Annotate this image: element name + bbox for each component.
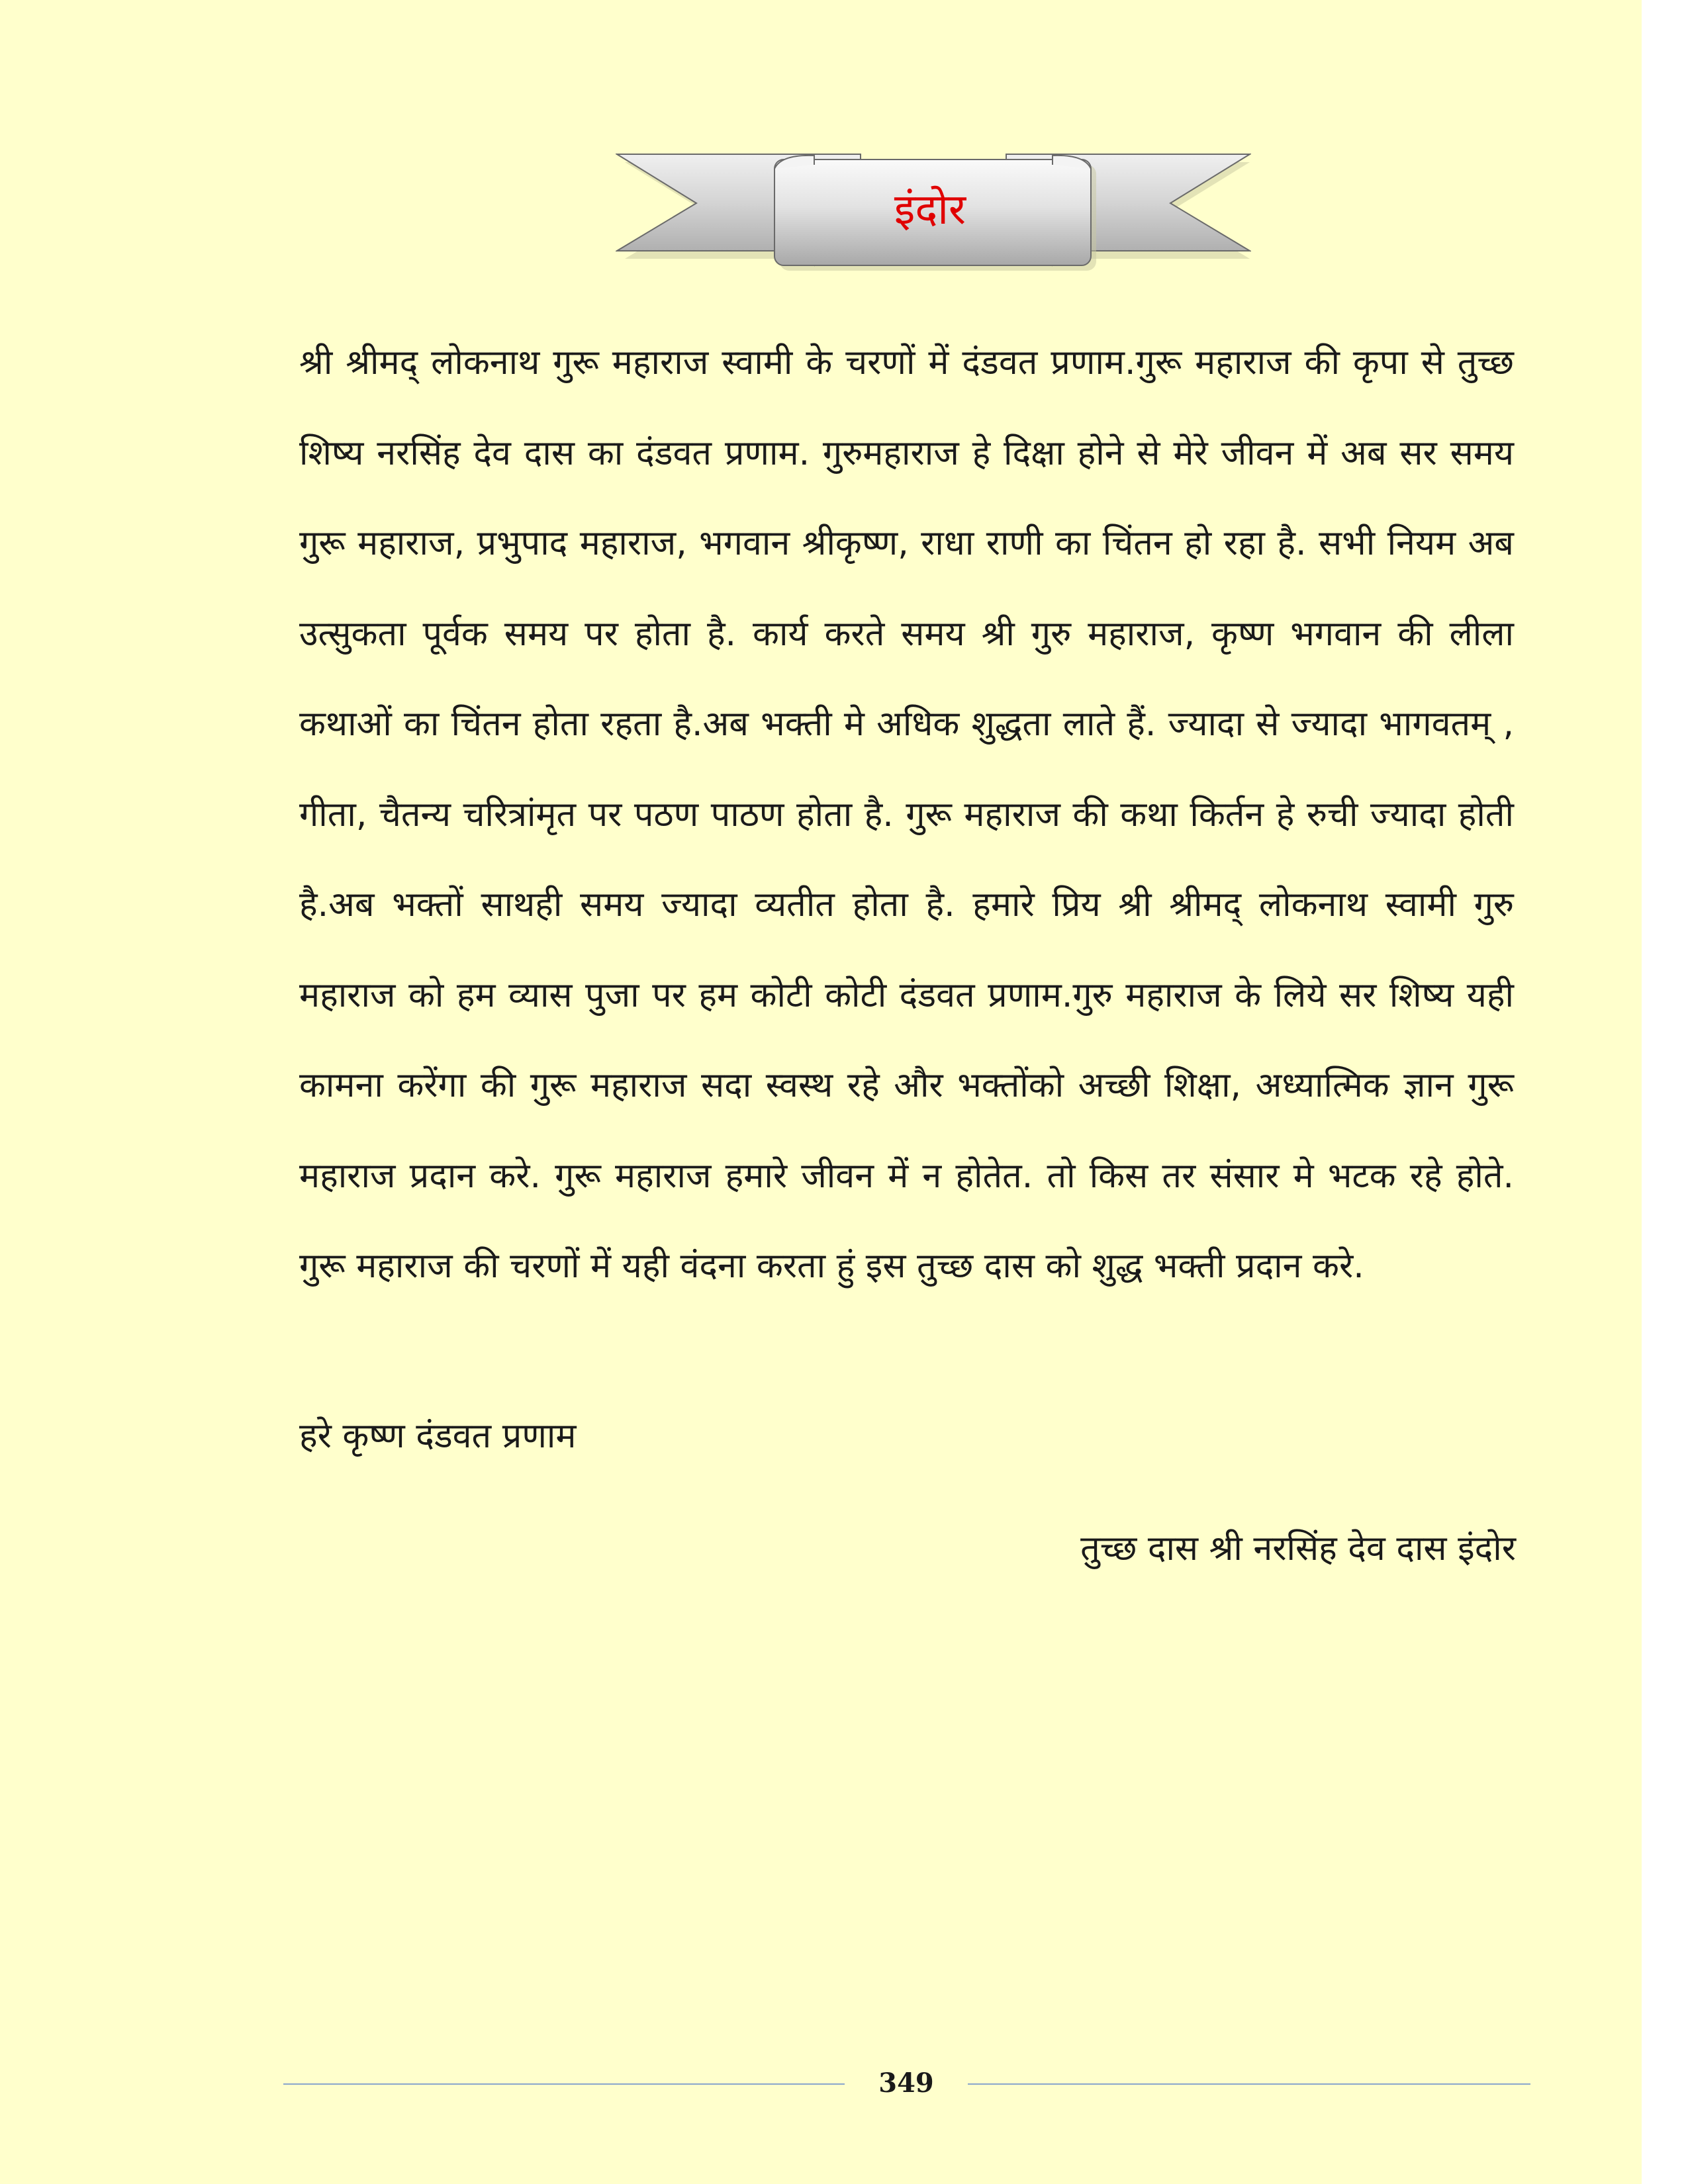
footer-rule-right [968,2083,1530,2085]
page-margin-strip [1642,0,1688,2184]
banner-title: इंदोर [894,185,966,234]
greeting-line: हरे कृष्ण दंडवत प्रणाम [299,1416,577,1456]
title-ribbon-banner [616,149,1251,275]
footer-rule-left [283,2083,845,2085]
page-number: 349 [878,2068,934,2099]
body-paragraph: श्री श्रीमद् लोकनाथ गुरू महाराज स्वामी के चरणों में दंडवत प्रणाम.गुरू महाराज की कृपा से तुच्छ शिष्य नरसिंह देव दास का दंडवत प्रणाम. गुरुमहाराज हे दिक्षा होने से मेरे जीवन में अब सर समय गुरू महाराज, प्रभुपाद महाराज, भगवान श्रीकृष्ण, राधा राणी का चिंतन हो रहा है. सभी नियम अब उत्सुकता पूर्वक समय पर होता है. कार्य करते समय श्री गुरु महाराज, कृष्ण भगवान की लीला कथाओं का चिंतन होता रहता है.अब भक्ती मे अधिक शुद्धता लाते हैं. ज्यादा से ज्यादा भागवतम् , गीता, चैतन्य चरित्रांमृत पर पठण पाठण होता है. गुरू महाराज की कथा किर्तन हे रुची ज्यादा होती है.अब भक्तों साथही समय ज्यादा व्यतीत होता है. हमारे प्रिय श्री श्रीमद् लोकनाथ स्वामी गुरु महाराज को हम व्यास पुजा पर हम कोटी कोटी दंडवत प्रणाम.गुरु महाराज के लिये सर शिष्य यही कामना करेंगा की गुरू महाराज सदा स्वस्थ रहे और भक्तोंको अच्छी शिक्षा, अध्यात्मिक ज्ञान गुरू महाराज प्रदान करे. गुरू महाराज हमारे जीवन में न होतेत. तो किस तर संसार मे भटक रहे होते. गुरू महाराज की चरणों में यही वंदना करता हुं इस तुच्छ दास को शुद्ध भक्ती प्रदान करे. [299,343,1514,1286]
signature-line: तुच्छ दास श्री नरसिंह देव दास इंदोर [1080,1529,1516,1569]
